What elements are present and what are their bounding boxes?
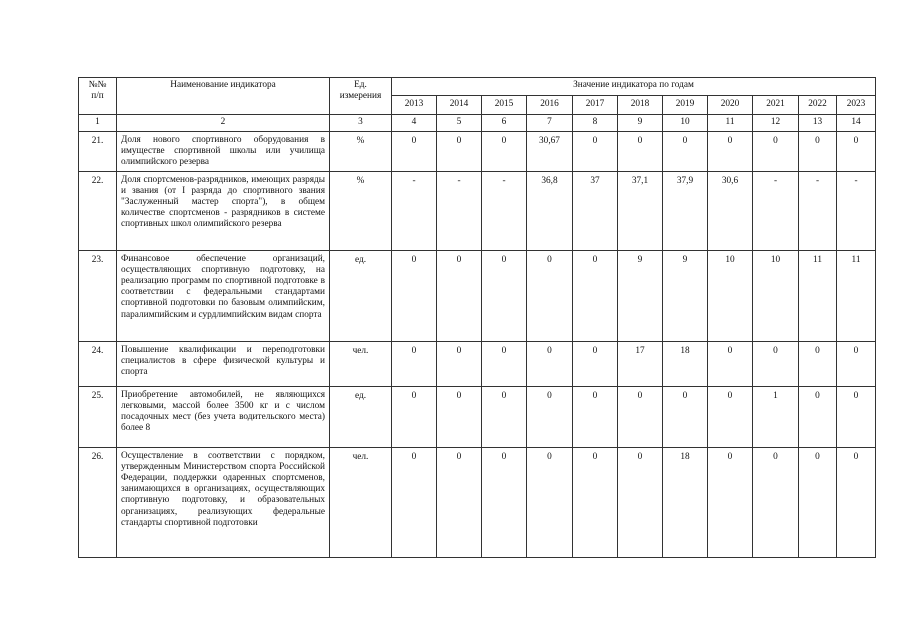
year-header-cell: 2018 xyxy=(618,96,663,115)
column-number-cell: 1 xyxy=(79,115,117,132)
column-number-cell: 9 xyxy=(618,115,663,132)
column-number-cell: 2 xyxy=(117,115,330,132)
row-number-cell: 26. xyxy=(79,447,117,557)
value-cell: 0 xyxy=(663,132,708,172)
year-header-cell: 2014 xyxy=(437,96,482,115)
indicator-table xyxy=(78,77,876,558)
value-cell: 0 xyxy=(527,341,573,386)
value-cell: 10 xyxy=(753,250,799,341)
year-header-cell: 2020 xyxy=(708,96,753,115)
table-row xyxy=(79,132,876,172)
value-cell: 9 xyxy=(663,250,708,341)
year-header-cell: 2013 xyxy=(392,96,437,115)
unit-cell: чел. xyxy=(330,447,392,557)
value-cell: 37,9 xyxy=(663,171,708,250)
row-number-cell: 21. xyxy=(79,132,117,172)
value-cell: 0 xyxy=(482,250,527,341)
table-row xyxy=(79,250,876,341)
value-cell: 18 xyxy=(663,447,708,557)
value-cell: 0 xyxy=(753,132,799,172)
year-header-cell: 2017 xyxy=(573,96,618,115)
value-cell: 0 xyxy=(573,132,618,172)
value-cell: 0 xyxy=(392,386,437,447)
table-row xyxy=(79,386,876,447)
indicator-name-cell: Приобретение автомобилей, не являющихся легковыми, массой более 3500 кг и с числом посадочных мест (без учета водительского места) более 8 xyxy=(117,386,330,447)
row-number-cell: 25. xyxy=(79,386,117,447)
year-header-cell: 2019 xyxy=(663,96,708,115)
year-header-cell: 2023 xyxy=(837,96,876,115)
value-cell: 0 xyxy=(437,132,482,172)
value-cell: 9 xyxy=(618,250,663,341)
value-cell: - xyxy=(799,171,837,250)
year-header-cell: 2022 xyxy=(799,96,837,115)
value-cell: 17 xyxy=(618,341,663,386)
value-cell: 0 xyxy=(573,250,618,341)
header-values-group-cell: Значение индикатора по годам xyxy=(392,78,876,96)
table-row xyxy=(79,171,876,250)
indicator-name-cell: Финансовое обеспечение организаций, осуществляющих спортивную подготовку, на реализацию программ по спортивной подготовке в соответствии с федеральными стандартами спортивной подготовки по базовым олимпийским, паралимпийским и сурдлимпийским видам спорта xyxy=(117,250,330,341)
value-cell: 10 xyxy=(708,250,753,341)
value-cell: 0 xyxy=(753,447,799,557)
value-cell: 0 xyxy=(573,447,618,557)
column-number-cell: 8 xyxy=(573,115,618,132)
value-cell: 0 xyxy=(527,447,573,557)
indicator-name-cell: Доля нового спортивного оборудования в имуществе спортивной школы или училища олимпийского резерва xyxy=(117,132,330,172)
column-number-cell: 4 xyxy=(392,115,437,132)
indicator-name-cell: Доля спортсменов-разрядников, имеющих разряды и звания (от I разряда до спортивного звания "Заслуженный мастер спорта"), в общем количестве спортсменов - разрядников в системе спортивных школ олимпийского резерва xyxy=(117,171,330,250)
column-number-cell: 3 xyxy=(330,115,392,132)
value-cell: 1 xyxy=(753,386,799,447)
value-cell: 0 xyxy=(573,386,618,447)
value-cell: 0 xyxy=(437,341,482,386)
value-cell: - xyxy=(753,171,799,250)
table-row xyxy=(79,341,876,386)
row-number-cell: 23. xyxy=(79,250,117,341)
value-cell: 0 xyxy=(437,447,482,557)
column-number-cell: 12 xyxy=(753,115,799,132)
value-cell: 0 xyxy=(573,341,618,386)
value-cell: 0 xyxy=(618,386,663,447)
value-cell: 0 xyxy=(837,447,876,557)
value-cell: 30,6 xyxy=(708,171,753,250)
value-cell: 30,67 xyxy=(527,132,573,172)
value-cell: 0 xyxy=(527,386,573,447)
value-cell: 0 xyxy=(482,341,527,386)
value-cell: 0 xyxy=(392,250,437,341)
column-number-cell: 6 xyxy=(482,115,527,132)
value-cell: 0 xyxy=(482,386,527,447)
value-cell: 37 xyxy=(573,171,618,250)
value-cell: 0 xyxy=(799,447,837,557)
value-cell: 0 xyxy=(437,250,482,341)
value-cell: 0 xyxy=(799,386,837,447)
year-header-cell: 2016 xyxy=(527,96,573,115)
value-cell: 0 xyxy=(437,386,482,447)
year-header-cell: 2021 xyxy=(753,96,799,115)
table-row xyxy=(79,447,876,557)
value-cell: 18 xyxy=(663,341,708,386)
header-row xyxy=(79,78,876,96)
unit-cell: чел. xyxy=(330,341,392,386)
row-number-cell: 24. xyxy=(79,341,117,386)
value-cell: - xyxy=(392,171,437,250)
header-name-cell: Наименование индикатора xyxy=(117,78,330,115)
value-cell: 37,1 xyxy=(618,171,663,250)
column-number-cell: 14 xyxy=(837,115,876,132)
value-cell: 0 xyxy=(837,386,876,447)
value-cell: 0 xyxy=(618,447,663,557)
value-cell: 0 xyxy=(482,132,527,172)
value-cell: 0 xyxy=(837,341,876,386)
value-cell: 0 xyxy=(482,447,527,557)
year-header-cell: 2015 xyxy=(482,96,527,115)
column-number-cell: 5 xyxy=(437,115,482,132)
unit-cell: ед. xyxy=(330,386,392,447)
value-cell: 0 xyxy=(392,341,437,386)
value-cell: 0 xyxy=(799,341,837,386)
column-number-cell: 13 xyxy=(799,115,837,132)
value-cell: 0 xyxy=(527,250,573,341)
value-cell: 0 xyxy=(837,132,876,172)
header-number-cell: №№ п/п xyxy=(79,78,117,115)
column-number-cell: 7 xyxy=(527,115,573,132)
column-number-cell: 10 xyxy=(663,115,708,132)
value-cell: - xyxy=(437,171,482,250)
value-cell: 0 xyxy=(708,386,753,447)
unit-cell: % xyxy=(330,132,392,172)
value-cell: 0 xyxy=(708,132,753,172)
value-cell: 11 xyxy=(837,250,876,341)
indicator-name-cell: Осуществление в соответствии с порядком, утвержденным Министерством спорта Российской Федерации, поддержки одаренных спортсменов, занимающихся в организациях, осуществляющих спортивную подготовку, и образовательных организациях, реализующих федеральные стандарты спортивной подготовки xyxy=(117,447,330,557)
value-cell: 0 xyxy=(663,386,708,447)
column-numbers-row xyxy=(79,115,876,132)
value-cell: 0 xyxy=(618,132,663,172)
unit-cell: ед. xyxy=(330,250,392,341)
value-cell: 0 xyxy=(392,132,437,172)
unit-cell: % xyxy=(330,171,392,250)
value-cell: 0 xyxy=(753,341,799,386)
value-cell: - xyxy=(482,171,527,250)
value-cell: 0 xyxy=(799,132,837,172)
value-cell: 11 xyxy=(799,250,837,341)
indicator-name-cell: Повышение квалификации и переподготовки специалистов в сфере физической культуры и спорта xyxy=(117,341,330,386)
value-cell: 0 xyxy=(708,341,753,386)
value-cell: 36,8 xyxy=(527,171,573,250)
value-cell: - xyxy=(837,171,876,250)
column-number-cell: 11 xyxy=(708,115,753,132)
row-number-cell: 22. xyxy=(79,171,117,250)
value-cell: 0 xyxy=(708,447,753,557)
header-unit-cell: Ед. измерения xyxy=(330,78,392,115)
value-cell: 0 xyxy=(392,447,437,557)
